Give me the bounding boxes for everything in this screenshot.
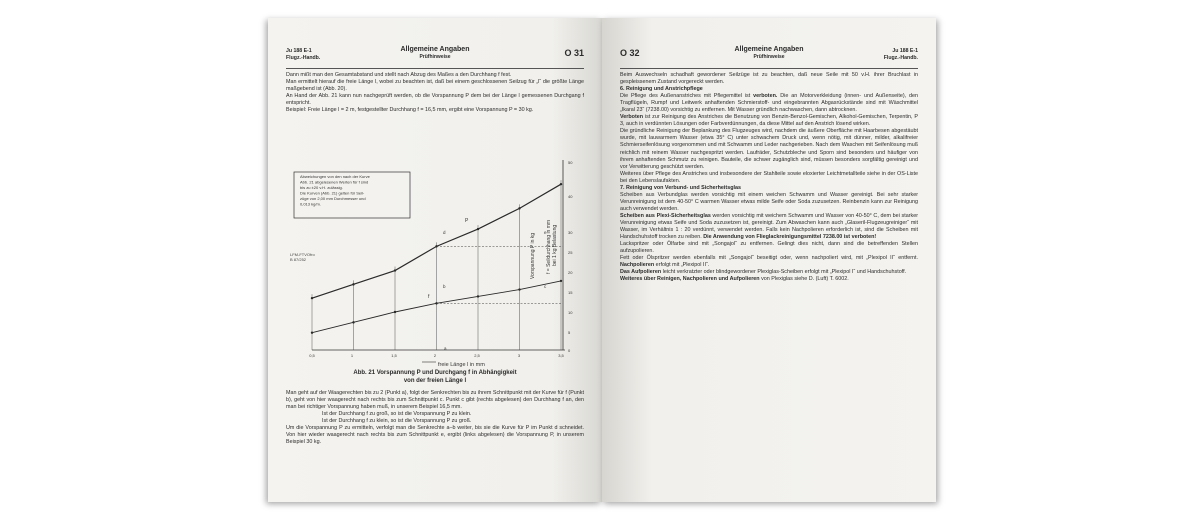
note-line: Abweichungen von den nach der Kurve	[300, 174, 370, 179]
data-point	[311, 332, 313, 334]
page-number: O 32	[620, 48, 640, 58]
note-line: bis zu ±20 v.H. zulässig.	[300, 185, 343, 190]
x-tick: 2,5	[474, 353, 480, 358]
data-point	[352, 321, 354, 323]
header-right-text: Ju 188 E-1 Flugz.-Handb.	[883, 48, 918, 61]
x-axis-label: freie Länge l in mm	[438, 362, 485, 368]
page-number: O 31	[564, 48, 584, 58]
y-tick: 40	[568, 194, 573, 199]
data-point	[560, 183, 562, 185]
stamp-text: B 87/252	[290, 257, 307, 262]
x-tick: 3	[517, 353, 521, 358]
header-title: Allgemeine Angaben Prüfhinweise	[734, 46, 804, 60]
y-tick: 30	[568, 230, 573, 235]
point-label: P	[465, 218, 469, 224]
y-ticks	[568, 160, 573, 353]
x-ticks	[309, 353, 564, 358]
right-page	[602, 18, 936, 502]
section-heading: 6. Reinigung und Anstrichpflege	[620, 86, 703, 93]
y-tick: 25	[568, 250, 573, 255]
point-label: d	[443, 230, 446, 235]
point-label: a	[444, 346, 447, 351]
point-label: e	[544, 230, 547, 235]
note-line: 0,013 kg/m.	[300, 201, 321, 207]
note-line: Abb. 21 abgelesenen Werten für f sind	[300, 179, 369, 185]
tension-chart	[282, 154, 588, 368]
x-tick: 0,5	[309, 353, 315, 358]
data-point	[394, 311, 396, 313]
x-tick: 1	[350, 353, 354, 358]
stamp-text: LFM-FTVOfro	[290, 252, 315, 257]
data-point	[435, 245, 437, 247]
note-line: Die Kurven (Abb. 21) gelten für Seil-	[300, 190, 365, 196]
x-tick: 1,5	[391, 353, 397, 358]
data-point	[518, 288, 520, 290]
x-tick: 2	[433, 353, 437, 358]
y-axis-label-left: Vorspannung P in kg	[530, 232, 536, 279]
point-label: f	[428, 294, 430, 300]
left-outro-text: Man geht auf der Waagerechten bis zu 2 (Punkt a), folgt der Senkrechten bis zu ihrem Schnittpunkt mit der Kurve für f (Punkt b), geht von hier waagerecht nach rechts bis zum Schnittpunkt c. Punkt c gibt (rechts abgelesen) den Durchhang f an, den man bei richtiger Vorspannung haben muß, in unserem Beispiel 16,5 mm. Ist der Durchhang f zu groß, so ist die Vorspannung P zu klein. Ist der Durchhang f zu klein, so ist die Vorspannung P zu groß. Um die Vorspannung P zu ermitteln, verfolgt man die Senkrechte a–b weiter, bis sie die Kurve für P im Punkt d schneidet. Von hier wieder waagerecht nach rechts bis zum Schnittpunkt e, ergibt (links abgelesen) die Vorspannung P, in unserem Beispiel 30 kg.	[286, 390, 584, 446]
y-tick: 0	[568, 348, 571, 353]
point-label: c	[544, 284, 547, 289]
x-tick: 3,5	[558, 353, 564, 358]
header-title: Allgemeine Angaben Prüfhinweise	[400, 46, 470, 60]
data-point	[477, 228, 479, 230]
y-tick: 20	[568, 270, 573, 275]
data-point	[311, 297, 313, 299]
left-intro-text: Dann mißt man den Gesamtabstand und stellt nach Abzug des Maßes a den Durchhang f fest. Man ermittelt hierauf die freie Länge l, wobei zu beachten ist, daß bei einem geschlossenen Seilzug für „l“ die größte Länge maßgebend ist (Abb. 20). An Hand der Abb. 21 kann nun nachgeprüft werden, ob die Vorspannung P dem bei der Länge l gemessenen Durchgang f entspricht. Beispiel: Freie Länge l = 2 m, festgestellter Durchhang f = 16,5 mm, ergibt eine Vorspannung P = 30 kg.	[286, 72, 584, 114]
data-point	[518, 207, 520, 209]
right-page-header	[620, 46, 918, 69]
y-tick: 10	[568, 310, 573, 315]
y-axis-label-right-sub: bei 1 kg Belastung	[552, 224, 558, 266]
y-tick: 50	[568, 160, 573, 165]
header-left-text: Ju 188 E-1 Flugz.-Handb.	[286, 48, 321, 61]
figure-caption: Abb. 21 Vorspannung P und Durchgang f in Abhängigkeit von der freien Länge l	[353, 370, 517, 384]
data-point	[477, 295, 479, 297]
right-body-text: Beim Auswechseln schadhaft gewordener Seilzüge ist zu beachten, daß neue Seile mit 50 v.H. ihrer Bruchlast in gespleissenem Zustand vorgereckt werden. 6. Reinigung und Anstrichpflege Die Pflege des Außenanstriches mit Pflegemittel ist verboten. Die an Motorverkleidung (innen- und Außenseite), den Tragflügeln, Rumpf und Leitwerk anhaftenden Schmierstoff- und eingebrannten Abgasrückstände sind mit Wäschmittel „Ikaral 23“ (7238.00) vorsichtig zu entfernen. Mit Wasser gründlich nachwaschen, dann abtrocknen. Verboten ist zur Reinigung des Anstriches die Benutzung von Benzin-Benzol-Gemischen, Alkohol-Gemischen, Terpentin, P 3, auch in verdünnten Lösungen oder Farbverdünnungen, da diese Mittel auf den Anstrich lösend wirken. Die gründliche Reinigung der Beplankung des Flugzeuges wird, nachdem die äußere Oberfläche mit Haarbesen abgestäubt wurde, mit lauwarmem Wasser (etwa 35° C) unter schwachem Druck und, wenn nötig, mit dünner, milder, alkalifreier Schmierseifenlösung vorgenommen und mit Schwamm und Leder nachgerieben. Nach dem Waschen mit Seifenlösung muß reichlich mit reinem Wasser nachgespritzt werden. Laufräder, Schutzbleche und Sporn sind besonders und häufiger von ihrem anhaftenden Schmutz zu reinigen. Bauteile, die schwer zugänglich sind, müssen besonders sorgfältig gereinigt und vor Verwitterung geschützt werden. Weiteres über Pflege des Anstriches und insbesondere der Stahlteile sowie eloxierter Leichtmetallteile siehe in der OS-Liste bei den Lebenslaufakten. 7. Reinigung von Verbund- und Sicherheitsglas Scheiben aus Verbundglas werden vorsichtig mit einem weichen Schwamm und Wasser gereinigt. Bei sehr starker Verunreinigung ist dem 40-50° C warmen Wasser etwas milde Seife oder Soda zuzusetzen. Reinbenzin kann zur Reinigung auch verwendet werden. Scheiben aus Plexi-Sicherheitsglas werden vorsichtig mit weichem Schwamm und Wasser von 40-50° C, dem bei starker Verunreinigung etwas Seife und Soda zuzusetzen ist, gereinigt. Zum Abwaschen kann auch „Glaseril-Flugzeugreiniger“ mit Wasser, im Verhältnis 1 : 20 verdünnt, verwendet werden. Falls kein Nachpolieren erforderlich ist, sind die Scheiben mit Handschuhstoff trocken zu reiben. Die Anwendung von Flieglackreinigungsmittel 7238.00 ist verboten! Lackspritzer oder Ölfarbe sind mit „Songajol“ zu entfernen. Gelingt dies nicht, dann sind die betreffenden Stellen aufzupolieren. Fett oder Ölspritzer werden ebenfalls mit „Songajol“ beseitigt oder, wenn nachpoliert wird, mit „Plexipol II“ entfernt. Nachpolieren erfolgt mit „Plexipol II“. Das Aufpolieren leicht verkratzter oder blindgewordener Plexiglas-Scheiben erfolgt mit „Plexipol I“ und Handschuhstoff. Weiteres über Reinigen, Nachpolieren und Aufpolieren von Plexiglas siehe D. (Luft) T. 6002.	[620, 72, 919, 283]
point-label: b	[443, 284, 446, 289]
data-point	[560, 280, 562, 282]
note-line: züge von 2,00 mm Durchmesser und	[300, 196, 366, 201]
data-point	[394, 269, 396, 271]
data-point	[352, 283, 354, 285]
left-page-header	[286, 46, 584, 69]
y-tick: 5	[568, 330, 571, 335]
left-page	[268, 18, 602, 502]
y-axis-label-right: f = Seildurchhang in mm	[546, 219, 552, 274]
y-tick: 15	[568, 290, 573, 295]
data-point	[435, 302, 437, 304]
open-manual	[268, 18, 936, 510]
section-heading: 7. Reinigung von Verbund- und Sicherheitsglas	[620, 184, 742, 191]
